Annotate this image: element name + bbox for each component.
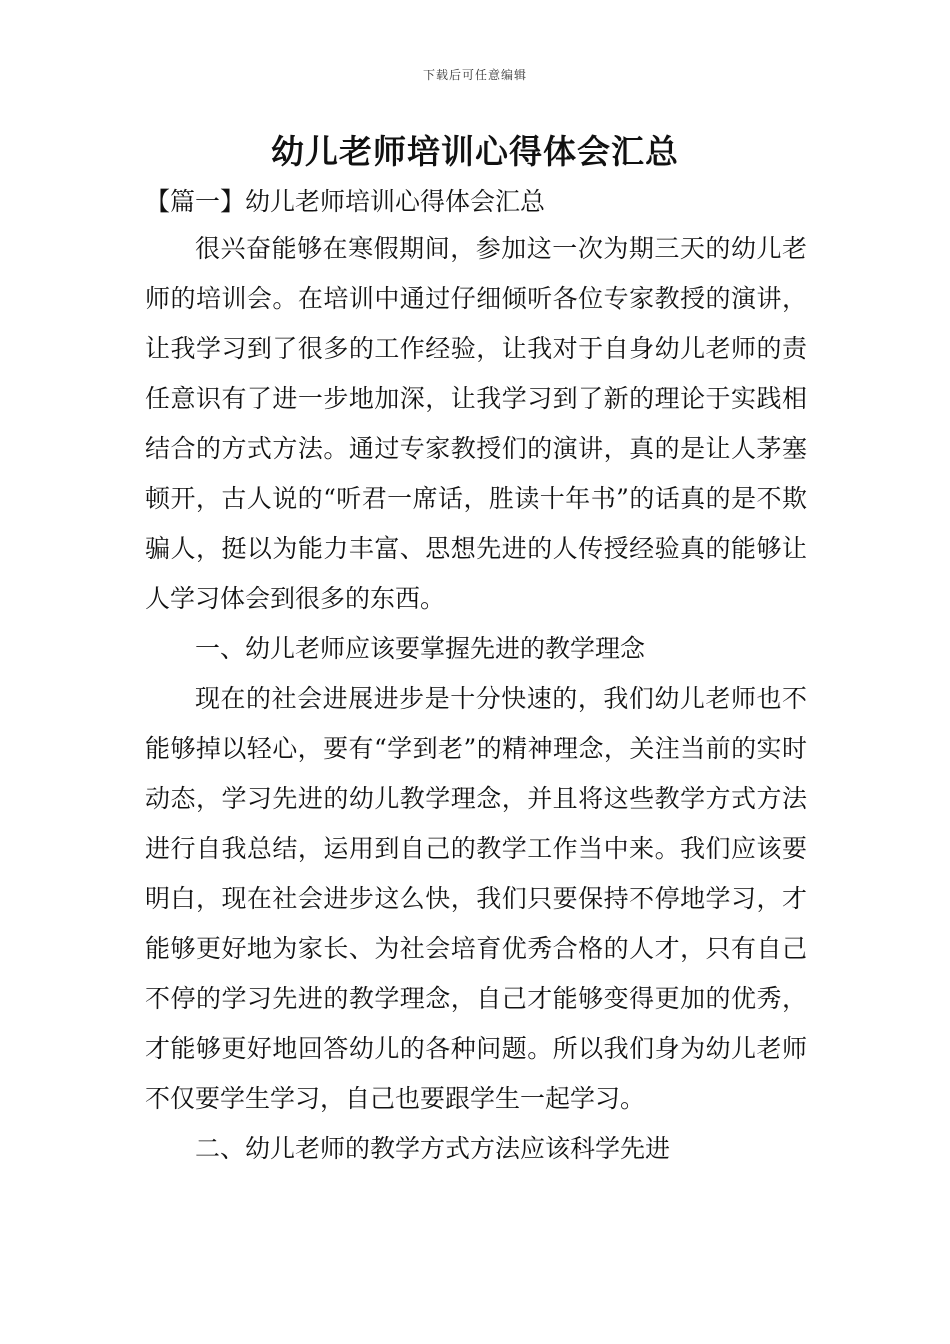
paragraph-two: 现在的社会进展进步是十分快速的，我们幼儿老师也不能够掉以轻心，要有“学到老”的精神理念，关注当前的实时动态，学习先进的幼儿教学理念，并且将这些教学方式方法进行自我总结，运用到自己的教学工作当中来。我们应该要明白，现在社会进步这么快，我们只要保持不停地学习，才能够更好地为家长、为社会培育优秀合格的人才，只有自己不停的学习先进的教学理念，自己才能够变得更加的优秀，才能够更好地回答幼儿的各种问题。所以我们身为幼儿老师不仅要学生学习，自己也要跟学生一起学习。 — [145, 684, 807, 1113]
header-note: 下载后可任意编辑 — [422, 68, 527, 82]
subheading-two: 二、幼儿老师的教学方式方法应该科学先进 — [195, 1134, 671, 1163]
subheading-one: 一、幼儿老师应该要掌握先进的教学理念 — [195, 634, 646, 663]
document-body — [145, 224, 807, 1174]
paragraph-intro: 很兴奋能够在寒假期间，参加这一次为期三天的幼儿老师的培训会。在培训中通过仔细倾听各位专家教授的演讲，让我学习到了很多的工作经验，让我对于自身幼儿老师的责任意识有了进一步地加深，让我学习到了新的理论于实践相结合的方式方法。通过专家教授们的演讲，真的是让人茅塞顿开，古人说的“听君一席话，胜读十年书”的话真的是不欺骗人，挺以为能力丰富、思想先进的人传授经验真的能够让人学习体会到很多的东西。 — [145, 234, 807, 613]
document-title: 幼儿老师培训心得体会汇总 — [271, 132, 679, 171]
section-heading: 【篇一】幼儿老师培训心得体会汇总 — [145, 187, 546, 216]
